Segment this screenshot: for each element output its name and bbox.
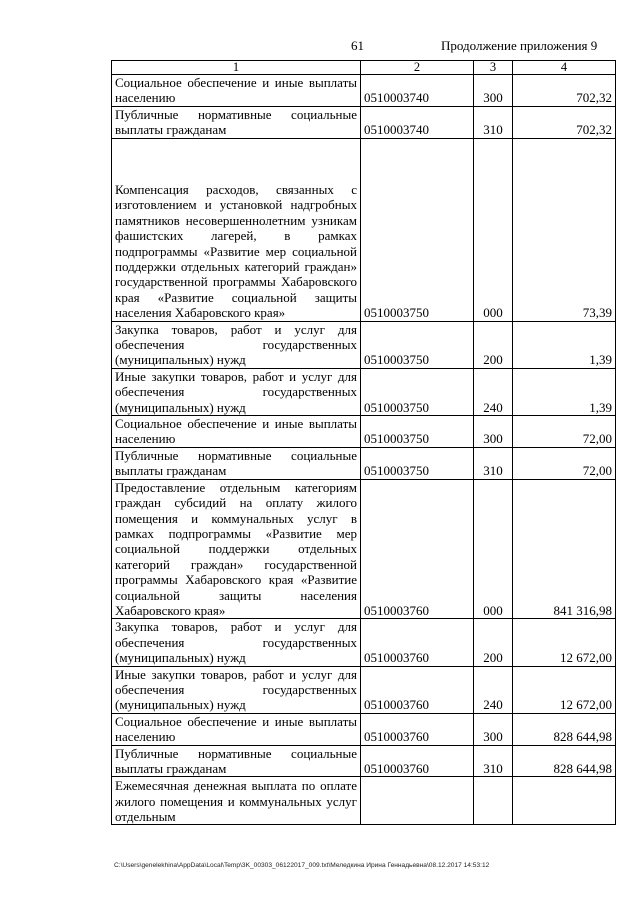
table-row bbox=[112, 321, 616, 368]
expense-type-cell: 310 bbox=[474, 447, 513, 479]
amount-cell: 1,39 bbox=[513, 321, 616, 368]
target-code-cell: 0510003750 bbox=[361, 416, 474, 448]
expense-type-cell: 200 bbox=[474, 321, 513, 368]
row-name-cell: Компенсация расходов, связанных с изготовлением и установкой надгробных памятников несовершеннолетним узникам фашистских лагерей, в рамках подпрограммы «Развитие мер социальной поддержки отдельных категорий граждан» государственной программы Хабаровского края «Развитие социальной защиты населения Хабаровского края» bbox=[112, 138, 361, 321]
table-row bbox=[112, 447, 616, 479]
target-code-cell: 0510003760 bbox=[361, 666, 474, 713]
expense-type-cell: 200 bbox=[474, 619, 513, 666]
table-row bbox=[112, 138, 616, 321]
table-row bbox=[112, 75, 616, 107]
expense-type-cell: 310 bbox=[474, 106, 513, 138]
column-header: 4 bbox=[513, 61, 616, 75]
table-header-row bbox=[112, 61, 616, 75]
page-number: 61 bbox=[351, 38, 364, 53]
row-name-cell: Предоставление отдельным категориям граждан субсидий на оплату жилого помещения и коммунальных услуг в рамках подпрограммы «Развитие мер социальной поддержки отдельных категорий граждан» государственной программы Хабаровского края «Развитие социальной защиты населения Хабаровского края» bbox=[112, 479, 361, 619]
table-row bbox=[112, 666, 616, 713]
amount-cell: 828 644,98 bbox=[513, 745, 616, 777]
expense-type-cell: 000 bbox=[474, 479, 513, 619]
row-name-cell: Социальное обеспечение и иные выплаты населению bbox=[112, 416, 361, 448]
table-row bbox=[112, 745, 616, 777]
row-name-cell: Публичные нормативные социальные выплаты гражданам bbox=[112, 106, 361, 138]
column-header: 3 bbox=[474, 61, 513, 75]
amount-cell: 841 316,98 bbox=[513, 479, 616, 619]
row-name-cell: Закупка товаров, работ и услуг для обеспечения государственных (муниципальных) нужд bbox=[112, 321, 361, 368]
amount-cell: 72,00 bbox=[513, 447, 616, 479]
expense-type-cell: 300 bbox=[474, 75, 513, 107]
amount-cell: 72,00 bbox=[513, 416, 616, 448]
table-row bbox=[112, 368, 616, 415]
expense-type-cell: 240 bbox=[474, 666, 513, 713]
row-name-cell: Публичные нормативные социальные выплаты гражданам bbox=[112, 447, 361, 479]
table-row bbox=[112, 713, 616, 745]
row-name-cell: Публичные нормативные социальные выплаты гражданам bbox=[112, 745, 361, 777]
target-code-cell: 0510003760 bbox=[361, 745, 474, 777]
amount-cell: 12 672,00 bbox=[513, 619, 616, 666]
target-code-cell: 0510003760 bbox=[361, 479, 474, 619]
row-name-cell: Социальное обеспечение и иные выплаты населению bbox=[112, 75, 361, 107]
amount-cell: 702,32 bbox=[513, 106, 616, 138]
expense-type-cell bbox=[474, 777, 513, 825]
expense-type-cell: 310 bbox=[474, 745, 513, 777]
row-name-cell: Закупка товаров, работ и услуг для обеспечения государственных (муниципальных) нужд bbox=[112, 619, 361, 666]
column-header: 1 bbox=[112, 61, 361, 75]
amount-cell: 1,39 bbox=[513, 368, 616, 415]
column-header: 2 bbox=[361, 61, 474, 75]
expense-type-cell: 240 bbox=[474, 368, 513, 415]
amount-cell: 702,32 bbox=[513, 75, 616, 107]
table-row bbox=[112, 619, 616, 666]
target-code-cell: 0510003740 bbox=[361, 106, 474, 138]
amount-cell: 12 672,00 bbox=[513, 666, 616, 713]
table-row bbox=[112, 777, 616, 825]
row-name-cell: Иные закупки товаров, работ и услуг для обеспечения государственных (муниципальных) нужд bbox=[112, 368, 361, 415]
expense-type-cell: 300 bbox=[474, 416, 513, 448]
row-name-cell: Социальное обеспечение и иные выплаты населению bbox=[112, 713, 361, 745]
target-code-cell: 0510003750 bbox=[361, 368, 474, 415]
amount-cell: 73,39 bbox=[513, 138, 616, 321]
amount-cell: 828 644,98 bbox=[513, 713, 616, 745]
budget-table bbox=[111, 60, 616, 825]
file-path-footer: C:\Users\genelekhina\AppData\Local\Temp\3K_00303_06122017_009.txt\Меледкина Ирина Геннадьевна\08.12.2017 14:53:12 bbox=[114, 862, 490, 869]
row-name-cell: Ежемесячная денежная выплата по оплате жилого помещения и коммунальных услуг отдельным bbox=[112, 777, 361, 825]
expense-type-cell: 300 bbox=[474, 713, 513, 745]
target-code-cell: 0510003760 bbox=[361, 713, 474, 745]
appendix-continuation-note: Продолжение приложения 9 bbox=[441, 38, 598, 53]
target-code-cell: 0510003750 bbox=[361, 138, 474, 321]
target-code-cell: 0510003740 bbox=[361, 75, 474, 107]
target-code-cell bbox=[361, 777, 474, 825]
table-row bbox=[112, 479, 616, 619]
expense-type-cell: 000 bbox=[474, 138, 513, 321]
target-code-cell: 0510003750 bbox=[361, 321, 474, 368]
table-row bbox=[112, 106, 616, 138]
row-name-cell: Иные закупки товаров, работ и услуг для обеспечения государственных (муниципальных) нужд bbox=[112, 666, 361, 713]
target-code-cell: 0510003760 bbox=[361, 619, 474, 666]
target-code-cell: 0510003750 bbox=[361, 447, 474, 479]
amount-cell bbox=[513, 777, 616, 825]
table-row bbox=[112, 416, 616, 448]
